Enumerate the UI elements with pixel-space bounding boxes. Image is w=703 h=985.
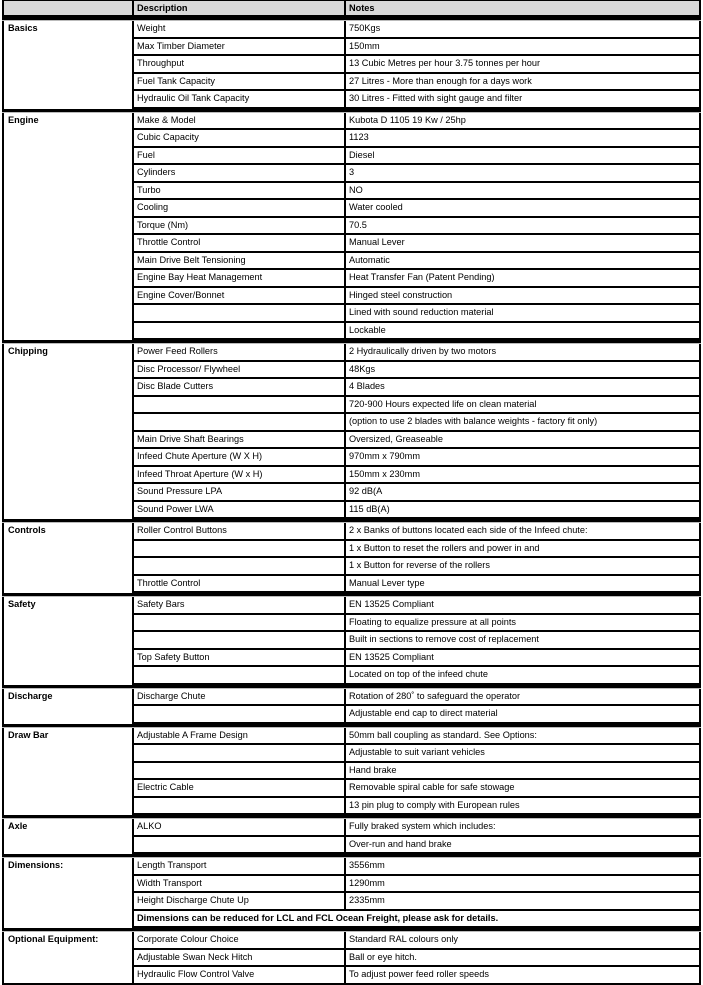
description-cell <box>132 615 344 633</box>
notes-cell: Located on top of the infeed chute <box>344 667 701 685</box>
category-cell <box>2 148 132 166</box>
table-row <box>2 21 701 39</box>
category-cell: Optional Equipment: <box>2 932 132 950</box>
notes-cell: 2 Hydraulically driven by two motors <box>344 344 701 362</box>
table-row <box>2 91 701 109</box>
table-row <box>2 615 701 633</box>
table-row <box>2 397 701 415</box>
notes-cell: 150mm x 230mm <box>344 467 701 485</box>
table-row <box>2 745 701 763</box>
notes-cell: 3556mm <box>344 858 701 876</box>
table-row <box>2 362 701 380</box>
category-cell <box>2 270 132 288</box>
dimensions-note: Dimensions can be reduced for LCL and FCL Ocean Freight, please ask for details. <box>132 911 701 929</box>
category-cell <box>2 305 132 323</box>
category-cell <box>2 183 132 201</box>
notes-cell: Fully braked system which includes: <box>344 819 701 837</box>
table-body <box>2 17 701 985</box>
description-cell: Width Transport <box>132 876 344 894</box>
category-cell <box>2 950 132 968</box>
description-cell <box>132 397 344 415</box>
description-cell: Sound Power LWA <box>132 502 344 520</box>
category-cell <box>2 362 132 380</box>
category-cell <box>2 745 132 763</box>
category-cell <box>2 876 132 894</box>
category-cell <box>2 56 132 74</box>
notes-cell: Automatic <box>344 253 701 271</box>
description-cell: Turbo <box>132 183 344 201</box>
description-cell <box>132 798 344 816</box>
description-cell: Disc Blade Cutters <box>132 379 344 397</box>
description-cell <box>132 541 344 559</box>
notes-cell: (option to use 2 blades with balance weights - factory fit only) <box>344 414 701 432</box>
category-cell <box>2 484 132 502</box>
description-cell: Power Feed Rollers <box>132 344 344 362</box>
notes-cell: 2 x Banks of buttons located each side of the Infeed chute: <box>344 523 701 541</box>
category-cell <box>2 467 132 485</box>
category-cell <box>2 615 132 633</box>
category-cell <box>2 502 132 520</box>
table-row <box>2 74 701 92</box>
notes-cell: Removable spiral cable for safe stowage <box>344 780 701 798</box>
table-row <box>2 819 701 837</box>
table-row <box>2 837 701 855</box>
notes-cell: EN 13525 Compliant <box>344 650 701 668</box>
description-cell: Infeed Throat Aperture (W x H) <box>132 467 344 485</box>
notes-cell: Manual Lever type <box>344 576 701 594</box>
category-cell <box>2 165 132 183</box>
category-cell <box>2 967 132 985</box>
description-cell: Max Timber Diameter <box>132 39 344 57</box>
table-row <box>2 502 701 520</box>
category-cell: Engine <box>2 113 132 131</box>
table-row <box>2 39 701 57</box>
notes-cell: EN 13525 Compliant <box>344 597 701 615</box>
notes-cell: Manual Lever <box>344 235 701 253</box>
table-row <box>2 876 701 894</box>
table-row <box>2 414 701 432</box>
spec-table <box>2 0 701 985</box>
notes-cell: 150mm <box>344 39 701 57</box>
notes-cell: Lined with sound reduction material <box>344 305 701 323</box>
category-cell <box>2 253 132 271</box>
category-cell <box>2 91 132 109</box>
table-header <box>2 0 701 17</box>
notes-cell: Hand brake <box>344 763 701 781</box>
table-row <box>2 484 701 502</box>
category-cell <box>2 288 132 306</box>
notes-cell: Diesel <box>344 148 701 166</box>
category-cell <box>2 235 132 253</box>
table-row <box>2 305 701 323</box>
description-cell <box>132 763 344 781</box>
description-cell: Fuel Tank Capacity <box>132 74 344 92</box>
notes-cell: 2335mm <box>344 893 701 911</box>
table-row <box>2 432 701 450</box>
table-row <box>2 183 701 201</box>
description-cell: Hydraulic Flow Control Valve <box>132 967 344 985</box>
table-row <box>2 780 701 798</box>
notes-cell: 27 Litres - More than enough for a days work <box>344 74 701 92</box>
category-cell <box>2 432 132 450</box>
description-cell <box>132 414 344 432</box>
notes-cell: Adjustable to suit variant vehicles <box>344 745 701 763</box>
description-cell: Length Transport <box>132 858 344 876</box>
table-row <box>2 323 701 341</box>
category-cell: Chipping <box>2 344 132 362</box>
category-cell: Safety <box>2 597 132 615</box>
notes-cell: 1 x Button to reset the rollers and power in and <box>344 541 701 559</box>
category-cell <box>2 200 132 218</box>
description-cell: Hydraulic Oil Tank Capacity <box>132 91 344 109</box>
notes-cell: 1 x Button for reverse of the rollers <box>344 558 701 576</box>
description-cell: Corporate Colour Choice <box>132 932 344 950</box>
description-cell: Fuel <box>132 148 344 166</box>
category-cell <box>2 763 132 781</box>
notes-cell: 750Kgs <box>344 21 701 39</box>
table-row <box>2 218 701 236</box>
description-cell: ALKO <box>132 819 344 837</box>
description-cell: Infeed Chute Aperture (W X H) <box>132 449 344 467</box>
description-cell: Cubic Capacity <box>132 130 344 148</box>
notes-cell: Built in sections to remove cost of replacement <box>344 632 701 650</box>
table-row <box>2 344 701 362</box>
table-row <box>2 379 701 397</box>
category-cell <box>2 130 132 148</box>
category-cell <box>2 650 132 668</box>
notes-cell: 720-900 Hours expected life on clean material <box>344 397 701 415</box>
category-cell <box>2 558 132 576</box>
table-row <box>2 56 701 74</box>
description-cell: Adjustable A Frame Design <box>132 728 344 746</box>
notes-cell: Floating to equalize pressure at all points <box>344 615 701 633</box>
notes-cell: 115 dB(A) <box>344 502 701 520</box>
notes-cell: 3 <box>344 165 701 183</box>
notes-cell: 1290mm <box>344 876 701 894</box>
table-row <box>2 728 701 746</box>
description-cell <box>132 305 344 323</box>
notes-cell: 48Kgs <box>344 362 701 380</box>
description-cell: Safety Bars <box>132 597 344 615</box>
category-cell <box>2 576 132 594</box>
description-cell: Sound Pressure LPA <box>132 484 344 502</box>
table-row <box>2 650 701 668</box>
table-row <box>2 798 701 816</box>
description-cell: Adjustable Swan Neck Hitch <box>132 950 344 968</box>
category-cell <box>2 798 132 816</box>
description-cell <box>132 323 344 341</box>
category-cell: Dimensions: <box>2 858 132 876</box>
category-cell <box>2 632 132 650</box>
notes-cell: Rotation of 280˚ to safeguard the operator <box>344 689 701 707</box>
notes-cell: 970mm x 790mm <box>344 449 701 467</box>
category-cell <box>2 323 132 341</box>
table-row <box>2 200 701 218</box>
header-notes: Notes <box>344 0 701 17</box>
category-cell <box>2 414 132 432</box>
table-row <box>2 288 701 306</box>
header-category <box>2 0 132 17</box>
table-row <box>2 893 701 911</box>
notes-cell: Ball or eye hitch. <box>344 950 701 968</box>
category-cell <box>2 379 132 397</box>
category-cell <box>2 780 132 798</box>
table-row <box>2 632 701 650</box>
notes-cell: 92 dB(A <box>344 484 701 502</box>
notes-cell: NO <box>344 183 701 201</box>
notes-cell: 13 pin plug to comply with European rules <box>344 798 701 816</box>
description-cell: Throttle Control <box>132 576 344 594</box>
notes-cell: 1123 <box>344 130 701 148</box>
table-row <box>2 467 701 485</box>
category-cell <box>2 541 132 559</box>
category-cell <box>2 397 132 415</box>
description-cell: Cooling <box>132 200 344 218</box>
description-cell: Torque (Nm) <box>132 218 344 236</box>
description-cell: Cylinders <box>132 165 344 183</box>
description-cell: Discharge Chute <box>132 689 344 707</box>
description-cell: Engine Bay Heat Management <box>132 270 344 288</box>
table-row <box>2 858 701 876</box>
description-cell: Top Safety Button <box>132 650 344 668</box>
table-row <box>2 165 701 183</box>
category-cell <box>2 706 132 724</box>
table-row <box>2 270 701 288</box>
category-cell <box>2 893 132 911</box>
table-row <box>2 235 701 253</box>
table-row <box>2 967 701 985</box>
table-row <box>2 558 701 576</box>
category-cell: Controls <box>2 523 132 541</box>
notes-cell: Oversized, Greaseable <box>344 432 701 450</box>
category-cell <box>2 837 132 855</box>
notes-cell: 50mm ball coupling as standard. See Options: <box>344 728 701 746</box>
notes-cell: Over-run and hand brake <box>344 837 701 855</box>
notes-cell: 13 Cubic Metres per hour 3.75 tonnes per hour <box>344 56 701 74</box>
table-row <box>2 541 701 559</box>
table-row <box>2 932 701 950</box>
notes-cell: Lockable <box>344 323 701 341</box>
table-row <box>2 576 701 594</box>
table-row <box>2 449 701 467</box>
table-row <box>2 689 701 707</box>
category-cell <box>2 911 132 929</box>
notes-cell: To adjust power feed roller speeds <box>344 967 701 985</box>
notes-cell: 30 Litres - Fitted with sight gauge and filter <box>344 91 701 109</box>
description-cell <box>132 632 344 650</box>
notes-cell: Water cooled <box>344 200 701 218</box>
header-description: Description <box>132 0 344 17</box>
notes-cell: Heat Transfer Fan (Patent Pending) <box>344 270 701 288</box>
description-cell <box>132 558 344 576</box>
description-cell <box>132 745 344 763</box>
notes-cell: Adjustable end cap to direct material <box>344 706 701 724</box>
category-cell: Draw Bar <box>2 728 132 746</box>
description-cell: Throughput <box>132 56 344 74</box>
notes-cell: Hinged steel construction <box>344 288 701 306</box>
description-cell: Disc Processor/ Flywheel <box>132 362 344 380</box>
notes-cell: 70.5 <box>344 218 701 236</box>
table-row <box>2 763 701 781</box>
notes-cell: Standard RAL colours only <box>344 932 701 950</box>
table-row-note <box>2 911 701 929</box>
table-row <box>2 523 701 541</box>
category-cell: Axle <box>2 819 132 837</box>
category-cell: Basics <box>2 21 132 39</box>
description-cell: Throttle Control <box>132 235 344 253</box>
category-cell <box>2 74 132 92</box>
description-cell: Weight <box>132 21 344 39</box>
table-row <box>2 113 701 131</box>
description-cell <box>132 837 344 855</box>
category-cell <box>2 39 132 57</box>
description-cell: Electric Cable <box>132 780 344 798</box>
description-cell <box>132 706 344 724</box>
description-cell: Engine Cover/Bonnet <box>132 288 344 306</box>
table-row <box>2 597 701 615</box>
notes-cell: 4 Blades <box>344 379 701 397</box>
category-cell <box>2 667 132 685</box>
table-row <box>2 706 701 724</box>
notes-cell: Kubota D 1105 19 Kw / 25hp <box>344 113 701 131</box>
category-cell <box>2 449 132 467</box>
table-row <box>2 130 701 148</box>
category-cell <box>2 218 132 236</box>
description-cell: Main Drive Belt Tensioning <box>132 253 344 271</box>
description-cell: Roller Control Buttons <box>132 523 344 541</box>
table-row <box>2 148 701 166</box>
table-row <box>2 667 701 685</box>
description-cell: Main Drive Shaft Bearings <box>132 432 344 450</box>
description-cell <box>132 667 344 685</box>
description-cell: Height Discharge Chute Up <box>132 893 344 911</box>
category-cell: Discharge <box>2 689 132 707</box>
description-cell: Make & Model <box>132 113 344 131</box>
table-row <box>2 950 701 968</box>
table-row <box>2 253 701 271</box>
